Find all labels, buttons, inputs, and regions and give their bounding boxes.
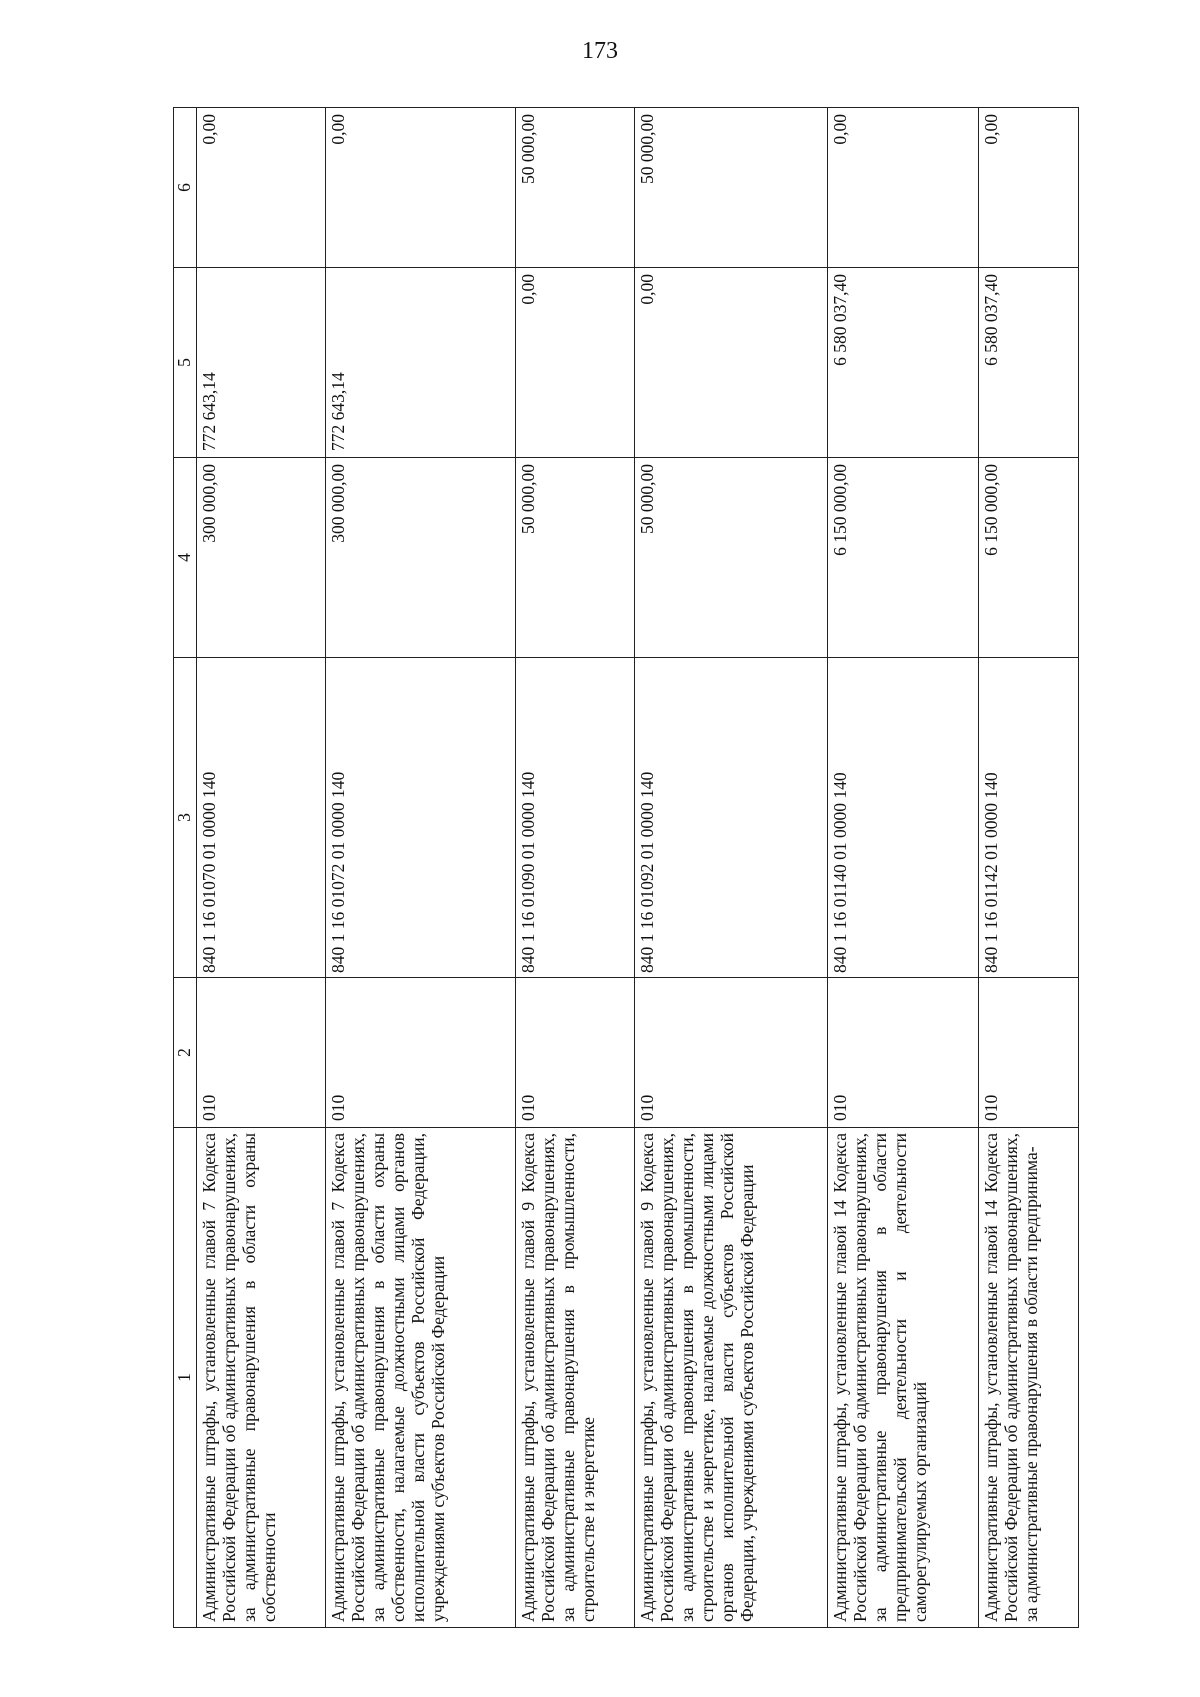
row-col6: 50 000,00: [634, 108, 827, 268]
row-kbk: 840 1 16 01072 01 0000 140: [325, 658, 516, 978]
row-col4: 6 150 000,00: [827, 458, 978, 658]
header-col-5: 5: [174, 268, 197, 458]
table-row: [197, 108, 326, 1628]
rotated-table-wrapper: [173, 108, 1079, 1628]
row-code: 010: [827, 978, 978, 1128]
row-col5: 0,00: [516, 268, 635, 458]
row-col6: 0,00: [978, 108, 1079, 268]
row-code: 010: [978, 978, 1079, 1128]
row-kbk: 840 1 16 01070 01 0000 140: [197, 658, 326, 978]
row-code: 010: [325, 978, 516, 1128]
row-name: Административные штрафы, установленные главой 7 Кодекса Российской Федерации об административных правонарушениях, за административные правонарушения в области охраны собственности, налагаемые должностными лицами органов исполнительной власти субъектов Российской Федерации, учреждениями субъектов Российской Федерации: [325, 1128, 516, 1628]
row-col4: 300 000,00: [325, 458, 516, 658]
row-col6: 0,00: [827, 108, 978, 268]
row-col5: 772 643,14: [197, 268, 326, 458]
row-col5: 6 580 037,40: [978, 268, 1079, 458]
table-row: [827, 108, 978, 1628]
row-col4: 50 000,00: [634, 458, 827, 658]
row-col4: 300 000,00: [197, 458, 326, 658]
header-col-3: 3: [174, 658, 197, 978]
row-name: Административные штрафы, установленные главой 9 Кодекса Российской Федерации об административных правонарушениях, за административные правонарушения в промышленности, строительстве и энергетике, налагаемые должностными лицами органов исполнительной власти субъектов Российской Федерации, учреждениями субъектов Российской Федерации: [634, 1128, 827, 1628]
row-col4: 6 150 000,00: [978, 458, 1079, 658]
row-col5: 772 643,14: [325, 268, 516, 458]
table-row: [325, 108, 516, 1628]
row-code: 010: [516, 978, 635, 1128]
header-col-6: 6: [174, 108, 197, 268]
row-name: Административные штрафы, установленные главой 9 Кодекса Российской Федерации об административных правонарушениях, за административные правонарушения в промышленности, строительстве и энергетике: [516, 1128, 635, 1628]
row-col5: 6 580 037,40: [827, 268, 978, 458]
header-col-1: 1: [174, 1128, 197, 1628]
row-name: Административные штрафы, установленные главой 14 Кодекса Российской Федерации об административных правонарушениях, за административные правонарушения в области предпринимательской деятельности и деятельности саморегулируемых организаций: [827, 1128, 978, 1628]
row-code: 010: [197, 978, 326, 1128]
row-kbk: 840 1 16 01092 01 0000 140: [634, 658, 827, 978]
row-name: Административные штрафы, установленные главой 14 Кодекса Российской Федерации об административных правонарушениях, за административные правонарушения в области предпринима-: [978, 1128, 1079, 1628]
header-row: [174, 108, 197, 1628]
row-col4: 50 000,00: [516, 458, 635, 658]
page-number: 173: [582, 38, 618, 64]
table-row: [634, 108, 827, 1628]
row-col6: 0,00: [325, 108, 516, 268]
budget-table: [173, 107, 1079, 1628]
row-code: 010: [634, 978, 827, 1128]
table-row: [978, 108, 1079, 1628]
row-col5: 0,00: [634, 268, 827, 458]
row-kbk: 840 1 16 01142 01 0000 140: [978, 658, 1079, 978]
row-name: Административные штрафы, установленные главой 7 Кодекса Российской Федерации об административных правонарушениях, за административные правонарушения в области охраны собственности: [197, 1128, 326, 1628]
row-col6: 50 000,00: [516, 108, 635, 268]
row-kbk: 840 1 16 01090 01 0000 140: [516, 658, 635, 978]
row-col6: 0,00: [197, 108, 326, 268]
header-col-4: 4: [174, 458, 197, 658]
row-kbk: 840 1 16 01140 01 0000 140: [827, 658, 978, 978]
table-row: [516, 108, 635, 1628]
header-col-2: 2: [174, 978, 197, 1128]
